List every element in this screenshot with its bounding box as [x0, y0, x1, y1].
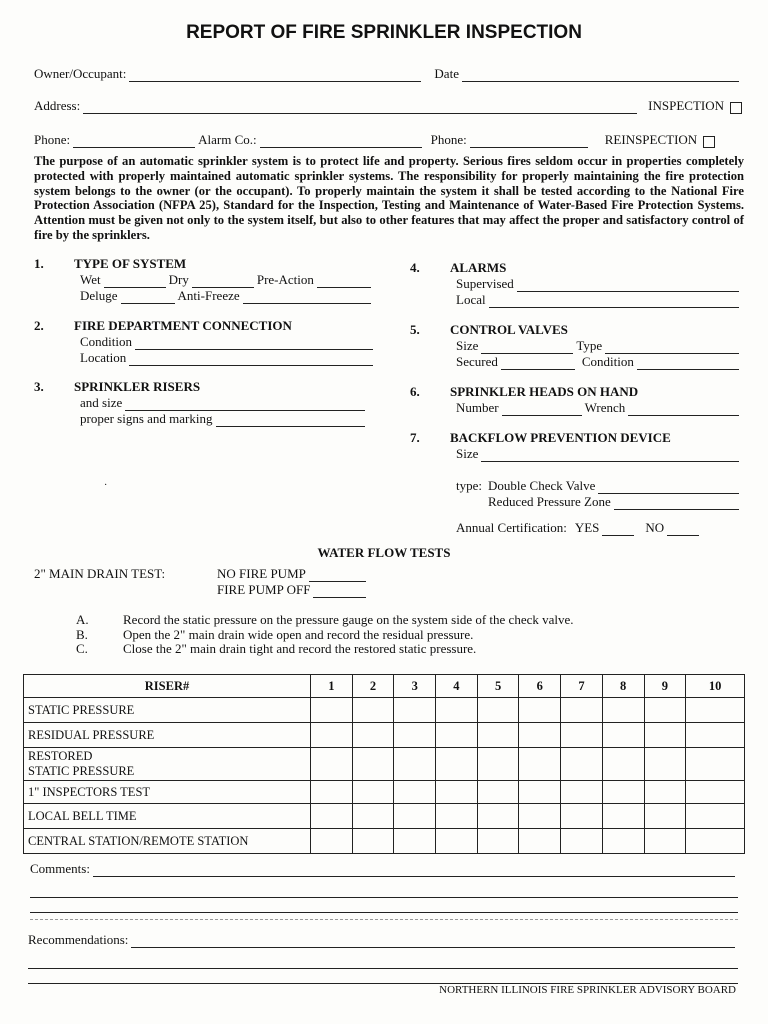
phone2-label: Phone:	[430, 132, 467, 147]
column-header: 6	[519, 675, 561, 698]
table-cell[interactable]	[436, 748, 478, 781]
riser-size-label: and size	[80, 395, 123, 410]
table-cell[interactable]	[644, 723, 686, 748]
table-cell[interactable]	[602, 723, 644, 748]
table-cell[interactable]	[644, 804, 686, 829]
table-cell[interactable]	[436, 698, 478, 723]
condition-label: Condition	[80, 334, 133, 349]
alarm-field[interactable]	[260, 135, 422, 148]
phone-field[interactable]	[73, 135, 195, 148]
location-field[interactable]	[129, 353, 373, 366]
footer-organization: NORTHERN ILLINOIS FIRE SPRINKLER ADVISORY BOARD	[439, 984, 736, 996]
table-cell[interactable]	[602, 829, 644, 854]
alarm-label: Alarm Co.:	[198, 132, 257, 147]
main-drain-label: 2" MAIN DRAIN TEST:	[34, 566, 166, 581]
backflow-size-field[interactable]	[481, 449, 739, 462]
table-cell[interactable]	[477, 781, 519, 804]
table-row	[24, 804, 745, 829]
owner-date-row	[34, 66, 742, 82]
table-row	[24, 723, 745, 748]
table-cell[interactable]	[602, 804, 644, 829]
column-header: 9	[644, 675, 686, 698]
secured-field[interactable]	[501, 357, 575, 370]
table-cell[interactable]	[686, 748, 745, 781]
riser-size-field[interactable]	[125, 398, 365, 411]
pump-off-field[interactable]	[313, 585, 366, 598]
column-header: 8	[602, 675, 644, 698]
table-cell[interactable]	[394, 723, 436, 748]
table-cell[interactable]	[311, 781, 353, 804]
wrench-field[interactable]	[628, 403, 739, 416]
pump-options	[217, 566, 369, 598]
row-label: CENTRAL STATION/REMOTE STATION	[24, 829, 311, 854]
section-sprinkler-heads	[410, 384, 742, 416]
section-title: SPRINKLER HEADS ON HAND	[450, 384, 639, 399]
column-header: 7	[561, 675, 603, 698]
comments-line	[30, 913, 738, 920]
page-title: REPORT OF FIRE SPRINKLER INSPECTION	[186, 22, 582, 43]
water-flow-title: WATER FLOW TESTS	[317, 545, 451, 560]
instructions-list	[76, 613, 596, 657]
row-label: 1" INSPECTORS TEST	[24, 781, 311, 804]
table-cell[interactable]	[394, 781, 436, 804]
phone-label: Phone:	[34, 132, 71, 147]
table-cell[interactable]	[602, 748, 644, 781]
table-cell[interactable]	[686, 698, 745, 723]
heads-number-label: Number	[456, 400, 499, 415]
signs-field[interactable]	[216, 414, 365, 427]
table-cell[interactable]	[352, 723, 394, 748]
table-cell[interactable]	[519, 723, 561, 748]
table-cell[interactable]	[311, 804, 353, 829]
table-cell[interactable]	[436, 804, 478, 829]
yes-field[interactable]	[602, 523, 634, 536]
valve-condition-field[interactable]	[637, 357, 739, 370]
recommendations-line[interactable]	[28, 948, 738, 969]
secured-label: Secured	[456, 354, 498, 369]
section-title: BACKFLOW PREVENTION DEVICE	[450, 430, 671, 445]
valve-condition-label: Condition	[581, 354, 634, 369]
address-label: Address:	[34, 98, 81, 113]
table-cell[interactable]	[311, 723, 353, 748]
no-pump-field[interactable]	[309, 569, 366, 582]
step-text: Open the 2" main drain wide open and record the residual pressure.	[123, 626, 474, 642]
row-label: LOCAL BELL TIME	[24, 804, 311, 829]
speck: ·	[104, 480, 108, 491]
table-row	[24, 698, 745, 723]
riser-table	[23, 674, 745, 854]
table-cell[interactable]	[352, 804, 394, 829]
section-number: 2.	[34, 318, 44, 333]
table-cell[interactable]	[477, 698, 519, 723]
recommendations-field[interactable]	[131, 935, 735, 948]
pump-off-label: FIRE PUMP OFF	[217, 582, 311, 597]
section-title: ALARMS	[450, 260, 507, 275]
section-number: 4.	[410, 260, 420, 275]
backflow-type-label: type:	[456, 478, 482, 493]
condition-field[interactable]	[135, 337, 373, 350]
riser-header: RISER#	[24, 675, 311, 698]
date-label: Date	[434, 66, 459, 81]
local-label: Local	[456, 292, 486, 307]
section-number: 1.	[34, 256, 44, 271]
date-field[interactable]	[462, 69, 739, 82]
antifreeze-label: Anti-Freeze	[177, 288, 240, 303]
annual-cert-label: Annual Certification:	[456, 520, 567, 535]
table-cell[interactable]	[352, 748, 394, 781]
backflow-size-label: Size	[456, 446, 479, 461]
inspection-label: INSPECTION	[648, 98, 724, 113]
reinspection-label: REINSPECTION	[604, 132, 698, 147]
table-cell[interactable]	[352, 698, 394, 723]
rpz-label: Reduced Pressure Zone	[488, 494, 611, 509]
table-cell[interactable]	[686, 804, 745, 829]
table-cell[interactable]	[686, 781, 745, 804]
address-row	[34, 98, 742, 114]
preaction-label: Pre-Action	[256, 272, 314, 287]
table-cell[interactable]	[477, 804, 519, 829]
table-cell[interactable]	[477, 829, 519, 854]
table-cell[interactable]	[602, 698, 644, 723]
preaction-field[interactable]	[317, 275, 371, 288]
owner-label: Owner/Occupant:	[34, 66, 127, 81]
recommendations-line[interactable]	[28, 969, 738, 984]
table-cell[interactable]	[436, 829, 478, 854]
table-row	[24, 781, 745, 804]
section-number: 5.	[410, 322, 420, 337]
table-cell[interactable]	[519, 698, 561, 723]
step-letter: A.	[76, 612, 89, 627]
table-cell[interactable]	[519, 781, 561, 804]
table-cell[interactable]	[394, 698, 436, 723]
table-cell[interactable]	[311, 698, 353, 723]
table-cell[interactable]	[561, 804, 603, 829]
heads-number-field[interactable]	[502, 403, 582, 416]
table-cell[interactable]	[602, 781, 644, 804]
recommendations-block	[28, 932, 738, 984]
section-title: FIRE DEPARTMENT CONNECTION	[74, 318, 292, 333]
table-cell[interactable]	[644, 748, 686, 781]
inspection-checkbox[interactable]	[730, 102, 742, 114]
phone-row	[34, 132, 742, 148]
column-header: 5	[477, 675, 519, 698]
rpz-field[interactable]	[614, 497, 739, 510]
table-cell[interactable]	[394, 804, 436, 829]
table-cell[interactable]	[394, 748, 436, 781]
local-field[interactable]	[489, 295, 739, 308]
table-cell[interactable]	[436, 781, 478, 804]
section-number: 3.	[34, 379, 44, 394]
yes-label: YES	[574, 520, 600, 535]
table-cell[interactable]	[352, 781, 394, 804]
no-pump-label: NO FIRE PUMP	[217, 566, 306, 581]
step-text: Close the 2" main drain tight and record the restored static pressure.	[123, 641, 477, 656]
antifreeze-field[interactable]	[243, 291, 371, 304]
dry-field[interactable]	[192, 275, 254, 288]
section-backflow	[410, 430, 742, 536]
section-title: SPRINKLER RISERS	[74, 379, 201, 394]
section-number: 7.	[410, 430, 420, 445]
section-number: 6.	[410, 384, 420, 399]
table-header-row	[24, 675, 745, 698]
table-cell[interactable]	[519, 748, 561, 781]
column-header: 1	[311, 675, 353, 698]
step-text: Record the static pressure on the pressure gauge on the system side of the check valve.	[123, 612, 574, 627]
dry-label: Dry	[168, 272, 189, 287]
comments-line[interactable]	[30, 898, 738, 913]
table-cell[interactable]	[477, 723, 519, 748]
valve-type-field[interactable]	[605, 341, 739, 354]
row-label: RESIDUAL PRESSURE	[24, 723, 311, 748]
comments-line[interactable]	[30, 877, 738, 898]
column-header: 4	[436, 675, 478, 698]
table-cell[interactable]	[686, 829, 745, 854]
row-label: RESTORED STATIC PRESSURE	[24, 748, 311, 781]
table-cell[interactable]	[519, 804, 561, 829]
step-letter: C.	[76, 641, 88, 656]
owner-field[interactable]	[129, 69, 421, 82]
location-label: Location	[80, 350, 127, 365]
double-check-label: Double Check Valve	[488, 478, 596, 493]
address-field[interactable]	[83, 101, 637, 114]
column-header: 10	[686, 675, 745, 698]
valve-size-field[interactable]	[481, 341, 573, 354]
section-control-valves	[410, 322, 742, 370]
column-header: 2	[352, 675, 394, 698]
section-sprinkler-risers	[34, 379, 368, 427]
step-letter: B.	[76, 626, 88, 642]
wet-label: Wet	[80, 272, 101, 287]
section-fire-department-connection	[34, 318, 376, 366]
reinspection-checkbox[interactable]	[703, 136, 715, 148]
row-label: STATIC PRESSURE	[24, 698, 311, 723]
no-label: NO	[645, 520, 665, 535]
comments-block	[30, 861, 738, 920]
supervised-field[interactable]	[517, 279, 739, 292]
table-cell[interactable]	[352, 829, 394, 854]
table-cell[interactable]	[311, 829, 353, 854]
no-field[interactable]	[667, 523, 699, 536]
table-cell[interactable]	[561, 723, 603, 748]
wrench-label: Wrench	[584, 400, 626, 415]
comments-label: Comments:	[30, 861, 90, 876]
valve-size-label: Size	[456, 338, 479, 353]
phone2-field[interactable]	[470, 135, 588, 148]
table-cell[interactable]	[561, 698, 603, 723]
section-type-of-system	[34, 256, 374, 304]
valve-type-label: Type	[576, 338, 603, 353]
double-check-field[interactable]	[598, 481, 739, 494]
table-cell[interactable]	[644, 781, 686, 804]
deluge-label: Deluge	[80, 288, 118, 303]
table-cell[interactable]	[644, 698, 686, 723]
table-cell[interactable]	[311, 748, 353, 781]
wet-field[interactable]	[104, 275, 166, 288]
table-cell[interactable]	[686, 723, 745, 748]
purpose-paragraph: The purpose of an automatic sprinkler system is to protect life and property. Serious fires seldom occur in properties completely protected with properly maintained automatic sprinkler systems. The responsibility for properly maintaining the fire protection system belongs to the owner (or the occupant). To properly maintain the system it shall be tested according to the National Fire Protection Association (NFPA 25), Standard for the Inspection, Testing and Maintenance of Water-Based Fire Protection Systems. Attention must be given not only to the system itself, but also to other features that may affect the proper and satisfactory control of fire by the sprinklers.	[34, 154, 744, 242]
table-cell[interactable]	[436, 723, 478, 748]
section-title: TYPE OF SYSTEM	[74, 256, 187, 271]
table-row	[24, 829, 745, 854]
supervised-label: Supervised	[456, 276, 514, 291]
deluge-field[interactable]	[121, 291, 175, 304]
recommendations-label: Recommendations:	[28, 932, 129, 947]
table-cell[interactable]	[644, 829, 686, 854]
signs-label: proper signs and marking	[80, 411, 213, 426]
table-cell[interactable]	[561, 829, 603, 854]
comments-field[interactable]	[93, 864, 735, 877]
table-cell[interactable]	[561, 781, 603, 804]
table-row	[24, 748, 745, 781]
table-cell[interactable]	[477, 748, 519, 781]
column-header: 3	[394, 675, 436, 698]
table-cell[interactable]	[561, 748, 603, 781]
table-cell[interactable]	[394, 829, 436, 854]
section-alarms	[410, 260, 742, 308]
table-cell[interactable]	[519, 829, 561, 854]
section-title: CONTROL VALVES	[450, 322, 568, 337]
